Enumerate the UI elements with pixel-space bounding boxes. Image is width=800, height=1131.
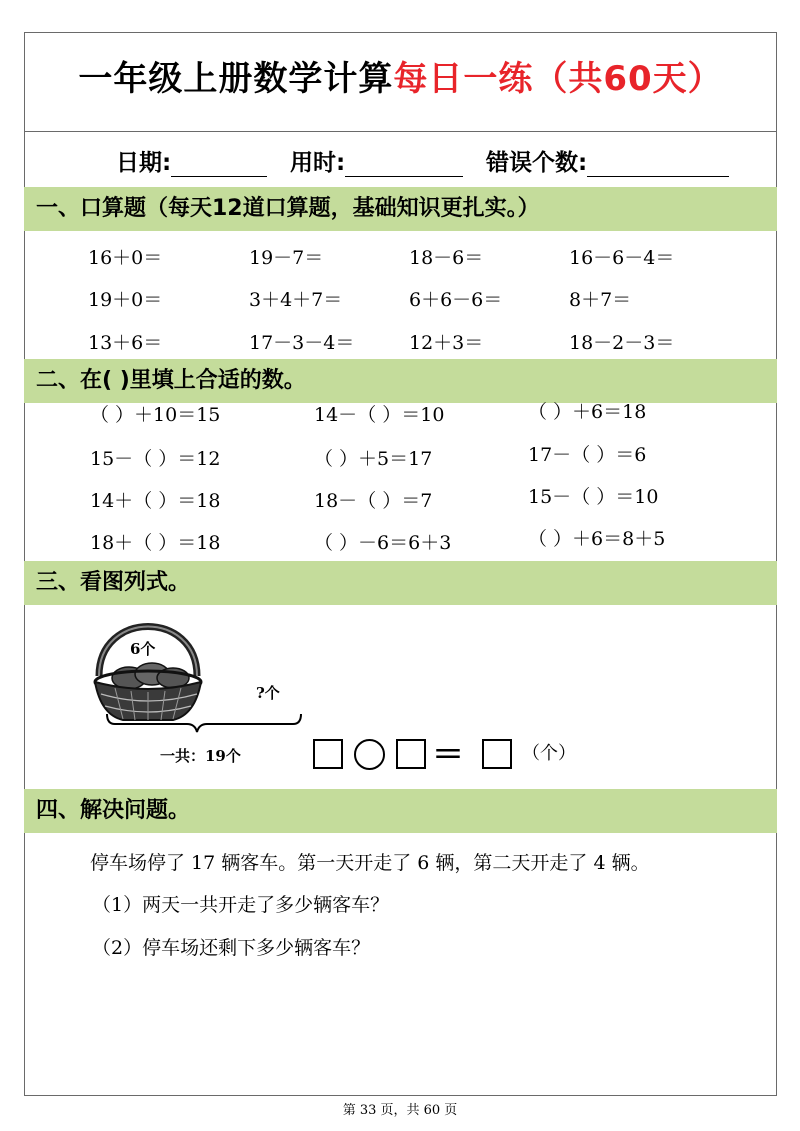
section-1-heading: 一、口算题（每天12道口算题，基础知识更扎实。） (24, 187, 777, 231)
fill-pre: 18＋ (90, 532, 134, 554)
answer-bracket[interactable]: （ ） (314, 448, 359, 470)
fill-problem (90, 448, 220, 470)
equals-sign: ＝ (432, 735, 465, 773)
fill-problem (314, 404, 444, 426)
oral-problem: 19－7＝ (249, 247, 324, 269)
errors-label: 错误个数: (486, 150, 588, 176)
fill-pre: 18－ (314, 490, 358, 512)
question-2: （2）停车场还剩下多少辆客车？ (92, 937, 371, 959)
answer-bracket[interactable]: （ ） (571, 486, 616, 508)
fill-problem (90, 404, 220, 426)
oral-problem: 19＋0＝ (88, 289, 163, 311)
operator-circle[interactable] (354, 739, 385, 770)
answer-bracket[interactable]: （ ） (357, 404, 402, 426)
fill-problem (528, 486, 658, 508)
oral-problem: 18－6＝ (409, 247, 484, 269)
date-field (116, 144, 267, 177)
fill-problem (528, 444, 646, 466)
answer-box[interactable] (482, 739, 512, 769)
oral-problem: 17－3－4＝ (249, 332, 355, 354)
fill-post: ＝18 (177, 532, 221, 554)
fill-pre: 15－ (528, 486, 572, 508)
fill-problem (528, 528, 665, 550)
fill-pre: 15－ (90, 448, 134, 470)
answer-bracket[interactable]: （ ） (528, 528, 573, 550)
fill-pre: 14＋ (90, 490, 134, 512)
time-blank[interactable] (345, 150, 463, 177)
oral-problem: 12＋3＝ (409, 332, 484, 354)
fill-problem (90, 490, 220, 512)
title-red: 每日一练（共60天） (393, 59, 723, 99)
unknown-label: ?个 (256, 684, 280, 702)
answer-bracket[interactable]: （ ） (314, 532, 359, 554)
total-label: 一共：19个 (160, 747, 241, 765)
fill-post: ＝6 (615, 444, 647, 466)
page-title (24, 44, 777, 114)
answer-bracket[interactable]: （ ） (133, 532, 178, 554)
errors-blank[interactable] (587, 150, 729, 177)
oral-problem: 3＋4＋7＝ (249, 289, 343, 311)
section-4-heading: 四、解决问题。 (24, 789, 777, 833)
date-blank[interactable] (171, 150, 267, 177)
fill-problem (90, 532, 220, 554)
fill-problem (314, 490, 432, 512)
fill-post: ＝12 (177, 448, 221, 470)
fill-post: ＋10＝15 (134, 404, 221, 426)
answer-bracket[interactable]: （ ） (357, 490, 402, 512)
answer-bracket[interactable]: （ ） (133, 490, 178, 512)
fill-post: ＋5＝17 (358, 448, 433, 470)
time-field (290, 144, 463, 177)
answer-bracket[interactable]: （ ） (90, 404, 135, 426)
fill-post: ＝7 (401, 490, 433, 512)
oral-problem: 16＋0＝ (88, 247, 163, 269)
oral-problem: 6＋6－6＝ (409, 289, 503, 311)
fill-post: ＋6＝18 (572, 401, 647, 423)
answer-bracket[interactable]: （ ） (571, 444, 616, 466)
time-label: 用时: (290, 150, 346, 176)
date-label: 日期: (116, 150, 172, 176)
errors-field (486, 144, 729, 177)
fill-pre: 14－ (314, 404, 358, 426)
fill-post: ＝10 (401, 404, 445, 426)
section-2-heading: 二、在( )里填上合适的数。 (24, 359, 777, 403)
answer-bracket[interactable]: （ ） (528, 401, 573, 423)
info-row (24, 138, 777, 182)
fill-post: ＋6＝8＋5 (572, 528, 666, 550)
answer-box[interactable] (313, 739, 343, 769)
answer-bracket[interactable]: （ ） (133, 448, 178, 470)
section-3-heading: 三、看图列式。 (24, 561, 777, 605)
fill-problem (314, 448, 432, 470)
oral-problem: 18－2－3＝ (569, 332, 675, 354)
oral-problem: 13＋6＝ (88, 332, 163, 354)
title-black: 一年级上册数学计算 (78, 59, 394, 99)
question-1: （1）两天一共开走了多少辆客车？ (92, 894, 390, 916)
basket-label: 6个 (130, 640, 156, 658)
fill-pre: 17－ (528, 444, 572, 466)
word-problem-text: 停车场停了 17 辆客车。第一天开走了 6 辆，第二天开走了 4 辆。 (90, 852, 650, 874)
fill-post: －6＝6＋3 (358, 532, 452, 554)
unit-label: （个） (522, 743, 576, 764)
oral-problem: 16－6－4＝ (569, 247, 675, 269)
fill-post: ＝10 (615, 486, 659, 508)
page-footer: 第 33 页，共 60 页 (342, 1103, 458, 1118)
fill-problem (314, 532, 451, 554)
answer-box[interactable] (396, 739, 426, 769)
title-divider (24, 131, 777, 132)
fill-post: ＝18 (177, 490, 221, 512)
fill-problem (528, 401, 646, 423)
oral-problem: 8＋7＝ (569, 289, 632, 311)
